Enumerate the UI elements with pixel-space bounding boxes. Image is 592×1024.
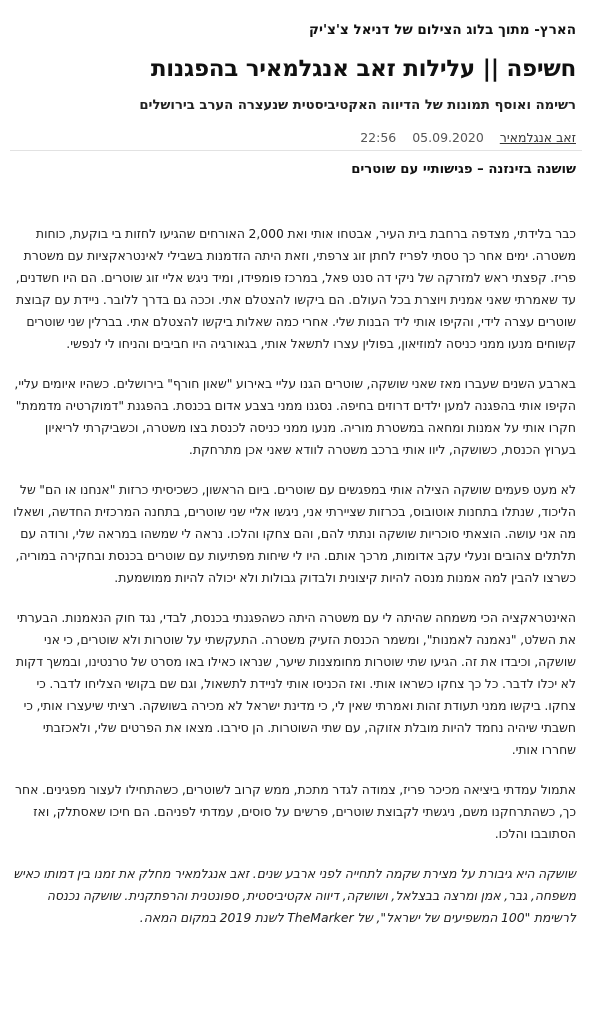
byline	[16, 130, 576, 145]
paragraph-3: לא מעט פעמים שושקה הצילה אותי במפגשים עם שוטרים. ביום הראשון, כשכיסיתי כרזות "אנחנו או הם" של הליכוד, שנתלו בתחנות אוטובוס, בכרזות שציירתי אני, ניגשו אליי שני שוטרים, בתחנה המרכזית החדשה, ושאלו מה אני עושה. הוצאתי סוכריות שושקה ונתתי להם, והם צחקו והלכו. נראה לי שמשהו במראה שלי, ורודה עם תלתלים צהובים ונעלי עקב אדומות, מרכך אותם. היו לי שיחות מפתיעות עם שוטרים בכנסת ובחקירה במוריה, כשרצו להבין למה אמנות מנסה להיות קיצונית ולבדוק גבולות ולא יכולה להיות ממושמעת.	[13, 482, 576, 585]
paragraph-5: אתמול עמדתי ביציאה מכיכר פריז, צמודה לגדר מתכת, ממש קרוב לשוטרים, כשהתחילו לעצור מפגינים. אחר כך, כשהתרחקנו משם, ניגשתי לקבוצת שוטרים, פרשים על סוסים, עמדתי לפניהם. הם חיכו שאסתלק, ואז הסתובבו והלכו.	[15, 782, 576, 841]
article-title: חשיפה || עלילות זאב אנגלמאיר בהפגנות	[150, 56, 576, 82]
article-subtitle: רשימה ואוסף תמונות של הדיווה האקטיביסטית שנעצרה הערב בירושלים	[139, 98, 576, 113]
author-link[interactable]: זאב אנגלמאיר	[499, 130, 576, 145]
paragraph-2: בארבע השנים שעברו מאז שאני שושקה, שוטרים הגנו עליי באירוע "שאון חורף" בירושלים. כשהיו איומים עליי, הקיפו אותי בהפגנה למען ילדים דרוזים בחיפה. נסגנו ממני בצבע אדום בכנסת. בהפגנת "דמוקרטיה מדממת" חקרו אותי על אמנות ומחאה במשטרת מוריה. מנעו ממני כניסה לכנסת בצו משטרה, וכשביקרתי לריאיון בערוץ הכנסת, כשושקה, ליוו אותי ברכב משטרה לוודא שאני אכן מתרחקת.	[14, 376, 576, 457]
article-body	[10, 223, 576, 947]
paragraph-4: האינטראקציה הכי משמחה שהיתה לי עם משטרה היתה כשהפגנתי בכנסת, לבדי, נגד חוק הנאמנות. הבערתי את השלט, "נאמנה לאמנות", ומשמר הכנסת הזעיק משטרה. התעקשתי על שוטרות ולא שוטרים, כי אני שושקה, וכיבדו את זה. הגיעו שתי שוטרות מחומצנות שיער, שנראו כאילו באו מסרט של טרנטינו, ובמשך דקות לא יכלו לדבר. כל כך צחקו כשראו אותי. ואז הכניסו אותי לניידת לתשאול, וגם שם בקושי הצליחו לדבר. כי צחקו. ביקשו ממני תעודת זהות ואמרתי שאין לי, כי מדינת ישראל לא מכירה בשושקה. רציתי שיעצרו אותי, כי חשבתי שיהיה נחמד להיות מובלת אזוקה, עם שתי השוטרות. הן סירבו. מצאו את הפרטים שלי, ולאכזבתי שחררו אותי.	[15, 610, 576, 757]
paragraph-1: כבר בלידתי, מצדפה ברחבת בית העיר, אבטחו אותי ואת 2,000 האורחים שהגיעו לחזות בי בוקעת, כוחות משטרה. ימים אחר כך טסתי לפריז לחתן זוג צרפתי, וזאת היתה הזדמנות בשבילי לאינטראקציות עם משטרת פריז. קפצתי ראש למזרקה של ניקי דה סנט פאל, במרכז פומפידו, ומיד ניגש אליי זוג שוטרים. הם היו חשדנים, עד שאמרתי שאני אמנית ויוצרת בכל העולם. הם ביקשו להצטלם אתי. וככה גם בדרך ללובר. ניידת עם קבוצת שוטרים עצרה לידי, והקיפו אותי ליד הבנות שלי. אחרי כמה שאלות ביקשו להצטלם אתי. בברלין שני שוטרים קשוחים מנעו ממני כניסה למוזיאון, בפולין עצרו לתשאל אותי, בגאורגיה היו חביבים והניחו לי לנפשי.	[15, 226, 576, 351]
author-bio: שושקה היא גיבורת על מצירת שקמה לתחייה לפני ארבע שנים. זאב אנגלמאיר מחלק את זמנו בין דמותו כאיש משפחה, גבר, אמן ומרצה בבצלאל, ושושקה, דיווה אקטיביסטית, ספונטנית והרפתקנית. שושקה נכנסה לרשימת "100 המשפיעים של ישראל", של TheMarker לשנת 2019 במקום המאה.	[13, 866, 576, 925]
header-divider	[10, 150, 582, 151]
section-heading: שושנה בזינזנה – פגישותיי עם שוטרים	[351, 162, 576, 177]
publish-date: 05.09.2020	[412, 130, 484, 145]
publish-time: 22:56	[360, 130, 397, 145]
article-kicker: הארץ- מתוך בלוג הצילום של דניאל צ'צ'יק	[309, 22, 576, 38]
